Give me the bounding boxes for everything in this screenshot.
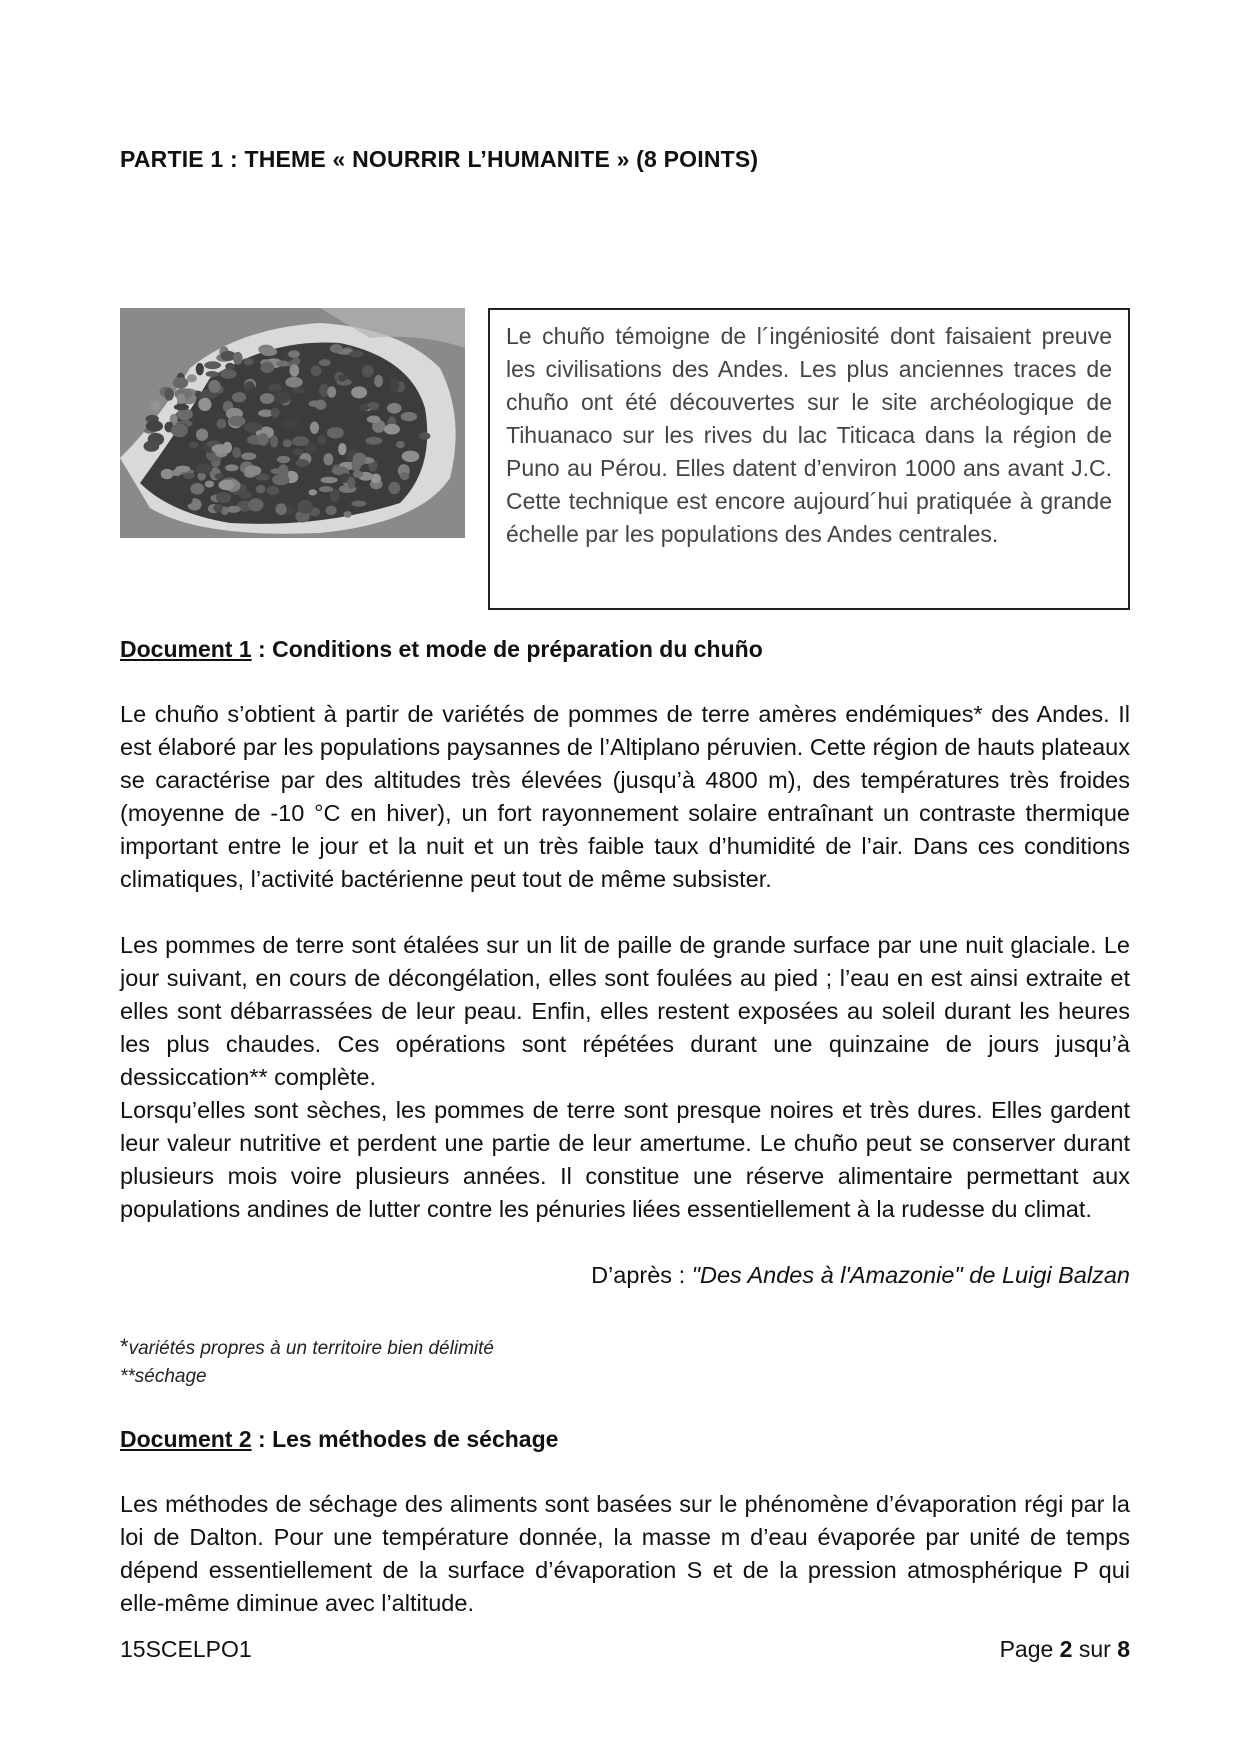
potato-pebble: [401, 412, 417, 421]
potato-pebble: [190, 483, 204, 495]
potato-pebble: [292, 387, 305, 394]
potato-pebble: [233, 352, 243, 365]
potato-pebble: [271, 408, 280, 418]
potato-pebble: [220, 369, 237, 378]
potato-pebble: [381, 469, 395, 482]
potato-pebble: [196, 363, 204, 375]
potato-pebble: [296, 459, 309, 467]
page-middle: sur: [1072, 1636, 1118, 1662]
potato-pebble: [146, 421, 163, 432]
potato-pebble: [338, 443, 346, 455]
potato-pebble: [321, 477, 338, 484]
potato-pebble: [349, 351, 363, 358]
footer-page-number: [1000, 1636, 1130, 1663]
potato-pebble: [244, 358, 253, 365]
potato-pebble: [144, 441, 160, 452]
potato-pebble: [257, 433, 269, 446]
potato-pebble: [260, 362, 274, 373]
potato-pebble: [402, 451, 420, 462]
potato-pebble: [288, 350, 300, 357]
potato-pebble: [225, 363, 235, 370]
potato-pebble: [318, 435, 327, 445]
document2-title-text: : Les méthodes de séchage: [251, 1426, 559, 1452]
potato-pebble: [267, 486, 280, 496]
potato-pebble: [309, 400, 322, 407]
potato-pebble: [195, 410, 206, 421]
potato-pebble: [238, 490, 252, 498]
potato-pebble: [215, 473, 224, 479]
potato-pebble: [347, 477, 355, 489]
chuno-photo: [120, 308, 465, 538]
potato-pebble: [276, 503, 287, 515]
potato-pebble: [419, 432, 431, 440]
potato-pebble: [182, 495, 192, 505]
intro-text: Le chuño témoigne de l´ingéniosité dont faisaient preuve les civilisations des Andes. Les plus anciennes traces de chuño ont été découvertes sur le site archéologique de Tihuanaco sur les rives du lac Titicaca dans la région de Puno au Pérou. Elles datent d’environ 1000 ans avant J.C. Cette technique est encore aujourd´hui pratiquée à grande échelle par les populations des Andes centrales.: [506, 323, 1112, 547]
potato-pebble: [229, 416, 246, 426]
potato-pebble: [187, 374, 197, 382]
potato-pebble: [232, 392, 246, 402]
potato-pebble: [352, 493, 367, 499]
document2-title: [120, 1426, 558, 1453]
potato-pebble: [351, 386, 367, 398]
page-prefix: Page: [999, 1636, 1060, 1662]
potato-pebble: [164, 388, 174, 401]
potato-pebble: [174, 404, 189, 411]
potato-pebble: [353, 453, 367, 466]
potato-pebble: [219, 480, 235, 490]
potato-pebble: [216, 419, 226, 429]
potato-pebble: [213, 504, 223, 512]
potato-pebble: [161, 469, 174, 479]
potato-pebble: [384, 424, 400, 435]
potato-pebble: [388, 482, 400, 494]
potato-pebble: [327, 386, 336, 398]
potato-pebble: [244, 466, 261, 476]
potato-pebble: [273, 392, 291, 404]
potato-pebble: [205, 481, 214, 488]
page-heading: PARTIE 1 : THEME « NOURRIR L’HUMANITE » (8 POINTS): [120, 146, 759, 172]
potato-pebble: [183, 473, 194, 479]
potato-pebble: [256, 485, 266, 494]
potato-pebble: [338, 375, 347, 382]
intro-textbox: [488, 308, 1130, 610]
potato-pebble: [374, 375, 383, 387]
document1-label: Document 1: [120, 636, 252, 662]
potato-pebble: [196, 429, 208, 441]
potato-pebble: [319, 359, 331, 366]
potato-pebble: [326, 506, 337, 516]
potato-pebble: [204, 361, 221, 369]
potato-pebble: [216, 492, 231, 503]
potato-pebble: [353, 471, 363, 478]
potato-pebble: [396, 441, 405, 448]
potato-pebble: [227, 506, 241, 513]
potato-pebble: [212, 444, 230, 453]
potato-pebble: [330, 344, 343, 353]
potato-pebble: [400, 472, 409, 480]
potato-pebble: [327, 427, 344, 438]
source-prefix: D’après :: [591, 1262, 692, 1288]
potato-pebble: [276, 361, 289, 367]
page-current: 2: [1059, 1636, 1073, 1662]
potato-pebble: [283, 439, 292, 447]
potato-pebble: [292, 448, 304, 455]
footnote-1-text: variétés propres à un territoire bien délimité: [128, 1338, 494, 1359]
document1-paragraph-2: Les pommes de terre sont étalées sur un lit de paille de grande surface par une nuit glaciale. Le jour suivant, en cours de décongélation, elles sont foulées au pied ; l’eau en est ainsi extraite et elles sont débarrassées de leur peau. Enfin, elles restent exposées au soleil durant les heures les plus chaudes. Ces opérations sont répétées durant une quinzaine de jours jusqu’à dessiccation** complète.: [120, 932, 1130, 1090]
potato-pebble: [206, 371, 219, 377]
potato-pebble: [292, 436, 309, 446]
potato-pebble: [367, 416, 381, 423]
potato-pebble: [330, 490, 340, 503]
potato-pebble: [270, 435, 278, 447]
potato-pebble: [367, 402, 379, 410]
footnote-2: **séchage: [120, 1366, 207, 1387]
potato-pebble: [344, 511, 352, 518]
potato-pebble: [198, 398, 211, 411]
potato-pebble: [151, 401, 160, 411]
potato-pebble: [232, 447, 241, 458]
chuno-photo-graphic: [120, 308, 465, 538]
potato-pebble: [208, 380, 220, 393]
potato-pebble: [272, 474, 290, 485]
document1-paragraph-3: Lorsqu’elles sont sèches, les pommes de terre sont presque noires et très dures. Elles gardent leur valeur nutritive et perdent une partie de leur amertume. Le chuño peut se conserver durant plusieurs mois voire plusieurs années. Il constitue une réserve alimentaire permettant aux populations andines de lutter contre les pénuries liées essentiellement à la rudesse du climat.: [120, 1097, 1130, 1222]
potato-pebble: [311, 366, 322, 377]
potato-pebble: [310, 422, 319, 434]
potato-pebble: [366, 437, 383, 445]
potato-pebble: [390, 378, 399, 392]
potato-pebble: [248, 498, 264, 511]
document1-title: [120, 636, 763, 663]
potato-pebble: [387, 403, 402, 414]
potato-pebble: [277, 456, 290, 463]
potato-pebble: [173, 377, 189, 388]
potato-pebble: [175, 466, 190, 472]
footer-code: 15SCELPO1: [120, 1636, 252, 1662]
potato-pebble: [195, 464, 212, 474]
potato-pebble: [319, 486, 333, 492]
footnote-1: [120, 1334, 494, 1360]
potato-pebble: [309, 489, 317, 495]
page-total: 8: [1117, 1636, 1130, 1662]
potato-pebble: [225, 464, 238, 471]
source-title: "Des Andes à l'Amazonie" de Luigi Balzan: [691, 1262, 1130, 1288]
potato-pebble: [285, 377, 302, 388]
potato-pebble: [247, 388, 261, 395]
potato-pebble: [323, 453, 333, 465]
document1-source: [120, 1262, 1130, 1289]
potato-pebble: [261, 348, 277, 356]
potato-pebble: [177, 394, 186, 405]
potato-pebble: [260, 393, 274, 404]
footnote-1-star: *: [120, 1334, 129, 1359]
potato-pebble: [362, 365, 374, 377]
potato-pebble: [189, 442, 199, 448]
potato-pebble: [358, 404, 369, 411]
document2-paragraph: Les méthodes de séchage des aliments sont basées sur le phénomène d’évaporation régi par la loi de Dalton. Pour une température donnée, la masse m d’eau évaporée par unité de temps dépend essentiellement de la surface d’évaporation S et de la pression atmosphérique P qui elle-même diminue avec l’altitude.: [120, 1491, 1130, 1616]
potato-pebble: [289, 364, 299, 376]
potato-pebble: [171, 424, 188, 438]
document1-paragraph-1: Le chuño s’obtient à partir de variétés de pommes de terre amères endémiques* des Andes. Il est élaboré par les populations paysannes de l’Altiplano péruvien. Cette région de hauts plateaux se caractérise par des altitudes très élevées (jusqu’à 4800 m), des températures très froides (moyenne de -10 °C en hiver), un fort rayonnement solaire entraînant un contraste thermique important entre le jour et la nuit et un très faible taux d’humidité de l’air. Dans ces conditions climatiques, l’activité bactérienne peut tout de même subsister.: [120, 701, 1130, 892]
potato-pebble: [282, 418, 299, 430]
potato-pebble: [351, 501, 366, 507]
potato-pebble: [268, 383, 281, 392]
potato-pebble: [241, 453, 256, 460]
document2-label: Document 2: [120, 1426, 252, 1452]
document1-title-text: : Conditions et mode de préparation du chuño: [251, 636, 763, 662]
potato-pebble: [297, 500, 312, 514]
